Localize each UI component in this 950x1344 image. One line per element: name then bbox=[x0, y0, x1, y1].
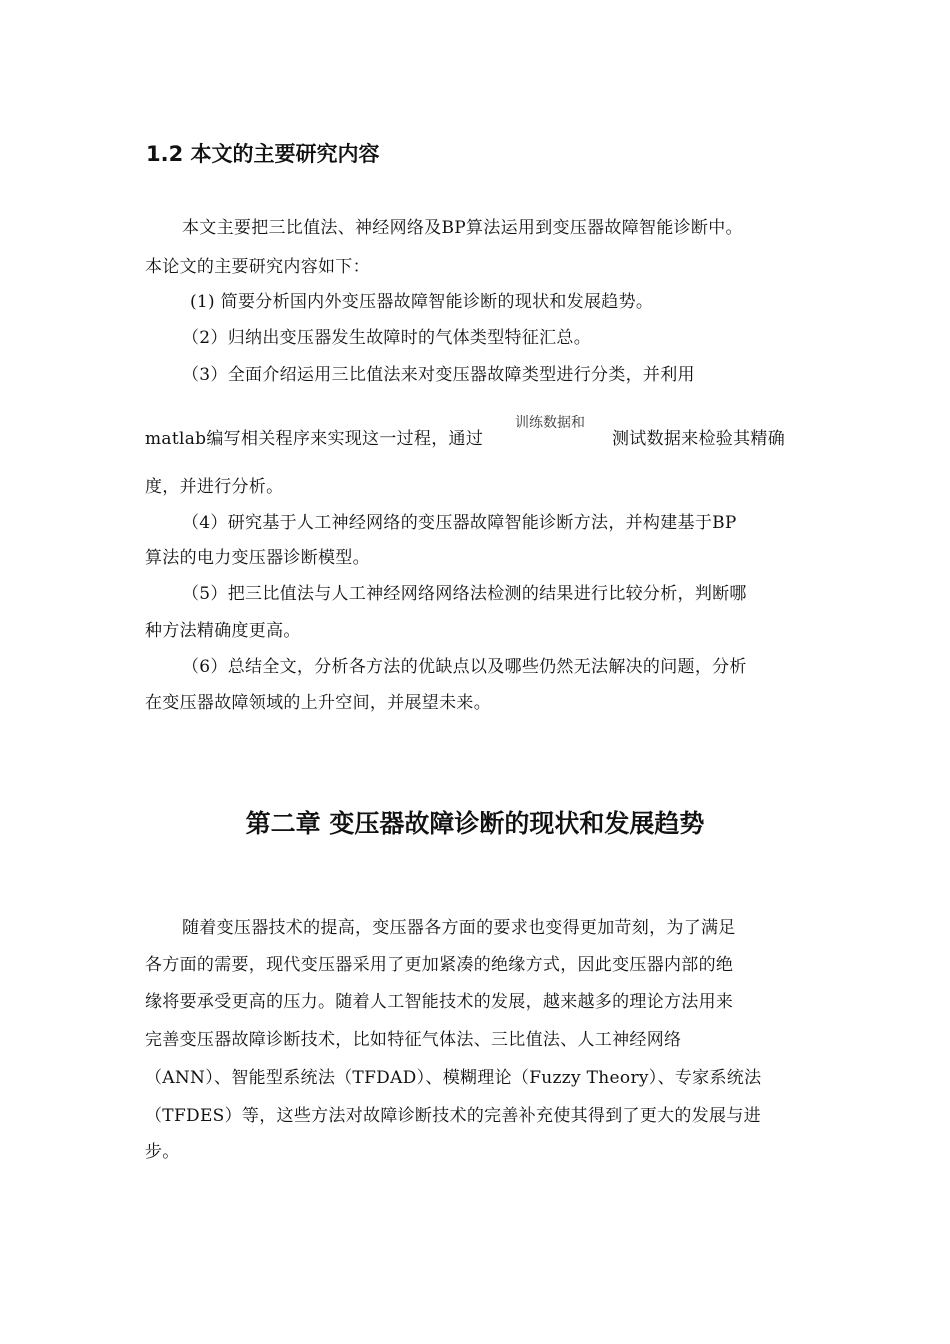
list-item-5-line-2: 种方法精确度更高。 bbox=[145, 621, 301, 641]
list-item-6: （6）总结全文，分析各方法的优缺点以及哪些仍然无法解决的问题，分析 bbox=[182, 657, 747, 677]
list-item-2: （2）归纳出变压器发生故障时的气体类型特征汇总。 bbox=[182, 328, 592, 348]
list-item-4: （4）研究基于人工神经网络的变压器故障智能诊断方法，并构建基于BP bbox=[182, 513, 737, 533]
chapter-heading: 第二章 变压器故障诊断的现状和发展趋势 bbox=[245, 809, 705, 838]
list-item-1: (1) 简要分析国内外变压器故障智能诊断的现状和发展趋势。 bbox=[190, 292, 654, 312]
list-item-3-cont-before: matlab编写相关程序来实现这一过程，通过 bbox=[145, 429, 484, 449]
list-item-3-last-line: 度，并进行分析。 bbox=[145, 477, 284, 497]
chapter-paragraph-line-2: 各方面的需要，现代变压器采用了更加紧凑的绝缘方式，因此变压器内部的绝 bbox=[145, 955, 734, 975]
list-item-3-cont-after: 测试数据来检验其精确 bbox=[612, 429, 785, 449]
intro-line-1: 本文主要把三比值法、神经网络及BP算法运用到变压器故障智能诊断中。 bbox=[182, 218, 743, 238]
chapter-paragraph-line-7: 步。 bbox=[145, 1142, 180, 1162]
list-item-3: （3）全面介绍运用三比值法来对变压器故障类型进行分类，并利用 bbox=[182, 365, 695, 385]
section-heading: 1.2 本文的主要研究内容 bbox=[146, 142, 380, 166]
list-item-4-line-2: 算法的电力变压器诊断模型。 bbox=[145, 548, 370, 568]
intro-line-2: 本论文的主要研究内容如下： bbox=[145, 257, 370, 277]
chapter-paragraph-line-5: （ANN）、智能型系统法（TFDAD）、模糊理论（Fuzzy Theory）、专家系统法 bbox=[145, 1068, 762, 1088]
list-item-6-line-2: 在变压器故障领域的上升空间，并展望未来。 bbox=[145, 693, 491, 713]
floating-note: 训练数据和 bbox=[515, 415, 585, 431]
chapter-paragraph-line-3: 缘将要承受更高的压力。随着人工智能技术的发展，越来越多的理论方法用来 bbox=[145, 992, 734, 1012]
chapter-paragraph-line-1: 随着变压器技术的提高，变压器各方面的要求也变得更加苛刻，为了满足 bbox=[182, 918, 736, 938]
chapter-paragraph-line-6: （TFDES）等，这些方法对故障诊断技术的完善补充使其得到了更大的发展与进 bbox=[145, 1106, 761, 1126]
chapter-paragraph-line-4: 完善变压器故障诊断技术，比如特征气体法、三比值法、人工神经网络 bbox=[145, 1030, 682, 1050]
list-item-5: （5）把三比值法与人工神经网络网络法检测的结果进行比较分析，判断哪 bbox=[182, 584, 747, 604]
